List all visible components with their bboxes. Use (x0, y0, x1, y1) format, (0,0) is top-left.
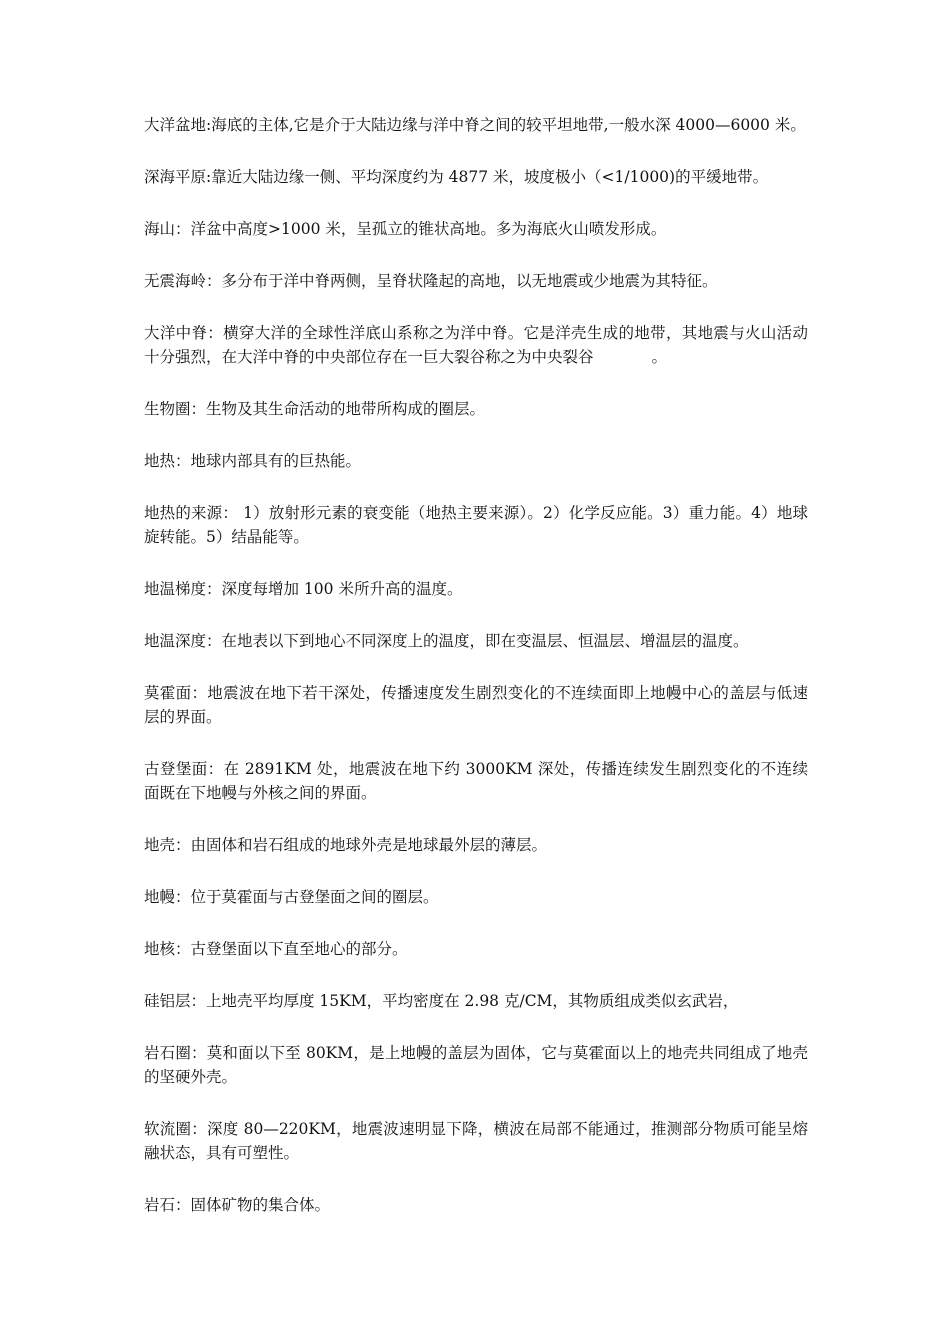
entry-geothermal-gradient: 地温梯度：深度每增加 100 米所升高的温度。 (144, 580, 463, 598)
entry-mantle: 地幔：位于莫霍面与古登堡面之间的圈层。 (144, 888, 439, 906)
entry-lithosphere: 岩石圈：莫和面以下至 80KM，是上地幔的盖层为固体，它与莫霍面以上的地壳共同组成了地壳的坚硬外壳。 (144, 1044, 808, 1086)
entry-geothermal-sources: 地热的来源： 1）放射形元素的衰变能（地热主要来源）。2）化学反应能。3）重力能。4）地球旋转能。5）结晶能等。 (144, 504, 808, 546)
entry-rock: 岩石：固体矿物的集合体。 (144, 1196, 331, 1214)
entry-seamount: 海山：洋盆中高度>1000 米，呈孤立的锥状高地。多为海底火山喷发形成。 (144, 220, 667, 238)
entry-aseismic-ridge: 无震海岭：多分布于洋中脊两侧，呈脊状隆起的高地，以无地震或少地震为其特征。 (144, 272, 718, 290)
entry-geothermal-depth: 地温深度：在地表以下到地心不同深度上的温度，即在变温层、恒温层、增温层的温度。 (144, 632, 749, 650)
entry-abyssal-plain: 深海平原:靠近大陆边缘一侧、平均深度约为 4877 米，坡度极小（<1/1000)的平缓地带。 (144, 168, 769, 186)
document-page (144, 113, 808, 1245)
entry-mid-ocean-ridge-text: 大洋中脊：横穿大洋的全球性洋底山系称之为洋中脊。它是洋壳生成的地带，其地震与火山活动十分强烈，在大洋中脊的中央部位存在一巨大裂谷称之为中央裂谷 (144, 324, 808, 366)
entry-mid-ocean-ridge-tail: 。 (651, 348, 668, 366)
entry-crust: 地壳：由固体和岩石组成的地球外壳是地球最外层的薄层。 (144, 836, 548, 854)
entry-moho: 莫霍面：地震波在地下若干深处，传播速度发生剧烈变化的不连续面即上地幔中心的盖层与低速层的界面。 (144, 684, 808, 726)
entry-sial: 硅铝层：上地壳平均厚度 15KM，平均密度在 2.98 克/CM，其物质组成类似玄武岩， (144, 992, 739, 1010)
entry-mid-ocean-ridge (144, 321, 808, 369)
entry-biosphere: 生物圈：生物及其生命活动的地带所构成的圈层。 (144, 400, 486, 418)
entry-gutenberg: 古登堡面：在 2891KM 处，地震波在地下约 3000KM 深处，传播连续发生剧烈变化的不连续面既在下地幔与外核之间的界面。 (144, 760, 808, 802)
entry-ocean-basin: 大洋盆地:海底的主体,它是介于大陆边缘与洋中脊之间的较平坦地带,一般水深 4000—6000 米。 (144, 116, 806, 134)
entry-core: 地核：古登堡面以下直至地心的部分。 (144, 940, 408, 958)
entry-asthenosphere: 软流圈：深度 80—220KM，地震波速明显下降，横波在局部不能通过，推测部分物质可能呈熔融状态，具有可塑性。 (144, 1120, 808, 1162)
entry-geothermal: 地热：地球内部具有的巨热能。 (144, 452, 362, 470)
